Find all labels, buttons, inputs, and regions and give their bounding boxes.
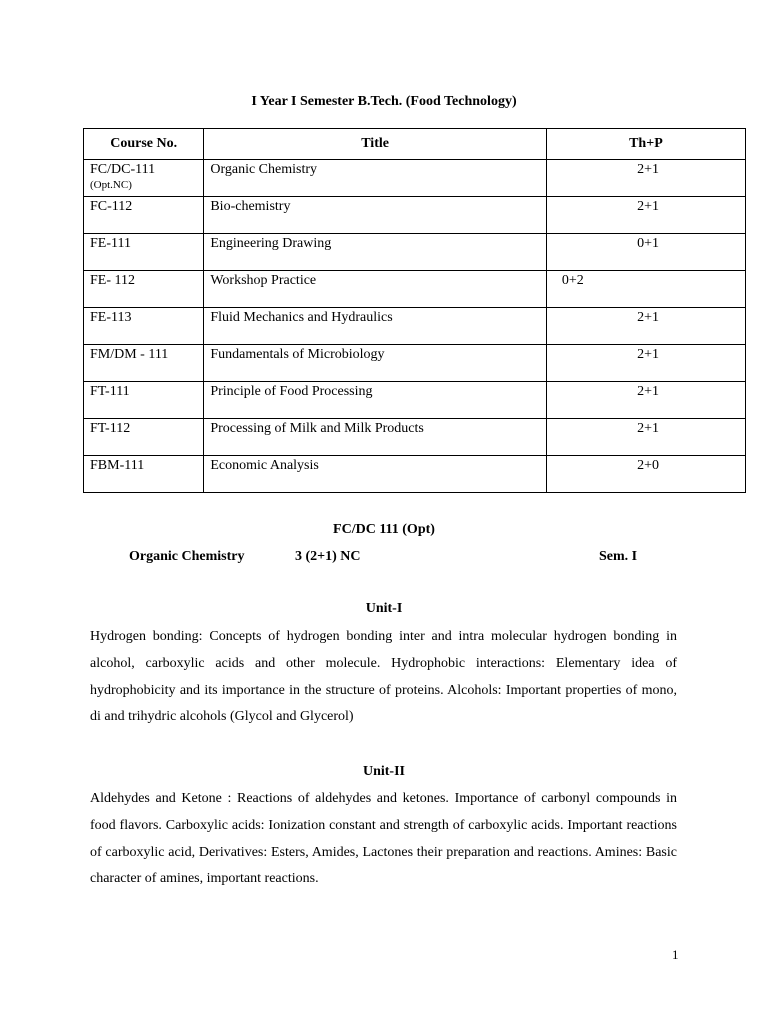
thp-cell bbox=[546, 197, 745, 234]
course-thp: 2+1 bbox=[637, 199, 659, 214]
thp-cell bbox=[546, 382, 745, 419]
table-row bbox=[84, 308, 746, 345]
course-title: Principle of Food Processing bbox=[210, 384, 373, 399]
course-title: Fundamentals of Microbiology bbox=[210, 347, 385, 362]
course-thp: 2+0 bbox=[637, 458, 659, 473]
course-title: Bio-chemistry bbox=[210, 199, 291, 214]
table-header-row bbox=[84, 129, 746, 160]
course-title: Processing of Milk and Milk Products bbox=[210, 421, 424, 436]
course-no: FBM-111 bbox=[90, 458, 145, 473]
title-cell bbox=[204, 271, 547, 308]
course-note: (Opt.NC) bbox=[90, 179, 132, 191]
course-no: FT-111 bbox=[90, 384, 130, 399]
title-cell bbox=[204, 345, 547, 382]
course-thp: 0+2 bbox=[561, 273, 584, 288]
title-cell bbox=[204, 419, 547, 456]
course-no: FE-113 bbox=[90, 310, 132, 325]
course-credits: 3 (2+1) NC bbox=[295, 549, 361, 564]
title-cell bbox=[204, 197, 547, 234]
table-row bbox=[84, 234, 746, 271]
thp-cell bbox=[546, 456, 745, 493]
course-no-cell bbox=[84, 234, 204, 271]
title-cell bbox=[204, 382, 547, 419]
course-title: Fluid Mechanics and Hydraulics bbox=[210, 310, 393, 325]
course-no-cell bbox=[84, 308, 204, 345]
course-title: Workshop Practice bbox=[210, 273, 317, 288]
course-thp: 2+1 bbox=[637, 310, 659, 325]
table-row bbox=[84, 345, 746, 382]
table-row bbox=[84, 160, 746, 197]
course-no-cell bbox=[84, 197, 204, 234]
thp-cell bbox=[546, 160, 745, 197]
title-cell bbox=[204, 456, 547, 493]
course-no: FE- 112 bbox=[90, 273, 135, 288]
title-cell bbox=[204, 234, 547, 271]
table-row bbox=[84, 271, 746, 308]
course-no-cell bbox=[84, 456, 204, 493]
course-thp: 0+1 bbox=[637, 236, 659, 251]
course-no-cell bbox=[84, 160, 204, 197]
course-thp: 2+1 bbox=[637, 384, 659, 399]
unit-2-title: Unit-II bbox=[362, 764, 405, 779]
course-title: Organic Chemistry bbox=[210, 162, 318, 177]
unit-2-text: Aldehydes and Ketone : Reactions of aldehydes and ketones. Importance of carbonyl compounds in food flavors. Carboxylic acids: Ionization constant and strength of carboxylic acids. Important reactions of carboxylic acid, Derivatives: Esters, Amides, Lactones their preparation and reactions. Amines: Basic character of amines, important reactions. bbox=[90, 791, 677, 887]
course-semester: Sem. I bbox=[599, 549, 638, 564]
course-no: FC/DC-111 bbox=[90, 162, 156, 177]
course-no: FC-112 bbox=[90, 199, 133, 214]
course-name: Organic Chemistry bbox=[129, 549, 245, 564]
table-row bbox=[84, 197, 746, 234]
course-table bbox=[83, 128, 746, 493]
course-no-cell bbox=[84, 419, 204, 456]
column-header-course-no: Course No. bbox=[84, 129, 204, 160]
table-row bbox=[84, 456, 746, 493]
course-title: Engineering Drawing bbox=[210, 236, 332, 251]
course-header: FC/DC 111 (Opt) bbox=[333, 522, 435, 537]
course-no: FE-111 bbox=[90, 236, 131, 251]
course-thp: 2+1 bbox=[637, 162, 659, 177]
unit-1-text: Hydrogen bonding: Concepts of hydrogen bonding inter and intra molecular hydrogen bonding in alcohol, carboxylic acids and other molecule. Hydrophobic interactions: Elementary idea of hydrophobicity and its importance in the structure of proteins. Alcohols: Important properties of mono, di and trihydric alcohols (Glycol and Glycerol) bbox=[90, 629, 677, 725]
thp-cell bbox=[546, 345, 745, 382]
course-thp: 2+1 bbox=[637, 347, 659, 362]
column-header-thp: Th+P bbox=[546, 129, 745, 160]
thp-cell bbox=[546, 308, 745, 345]
course-no: FT-112 bbox=[90, 421, 131, 436]
table-row bbox=[84, 382, 746, 419]
course-thp: 2+1 bbox=[637, 421, 659, 436]
thp-cell bbox=[546, 234, 745, 271]
course-no-cell bbox=[84, 271, 204, 308]
thp-cell bbox=[546, 419, 745, 456]
column-header-title: Title bbox=[204, 129, 547, 160]
unit-1-title: Unit-I bbox=[365, 601, 403, 616]
table-row bbox=[84, 419, 746, 456]
thp-cell bbox=[546, 271, 745, 308]
course-title: Economic Analysis bbox=[210, 458, 319, 473]
page-number: 1 bbox=[672, 947, 679, 962]
title-cell bbox=[204, 160, 547, 197]
course-no-cell bbox=[84, 345, 204, 382]
course-no: FM/DM - 111 bbox=[90, 347, 169, 362]
title-cell bbox=[204, 308, 547, 345]
course-no-cell bbox=[84, 382, 204, 419]
document-title: I Year I Semester B.Tech. (Food Technology) bbox=[251, 94, 517, 109]
